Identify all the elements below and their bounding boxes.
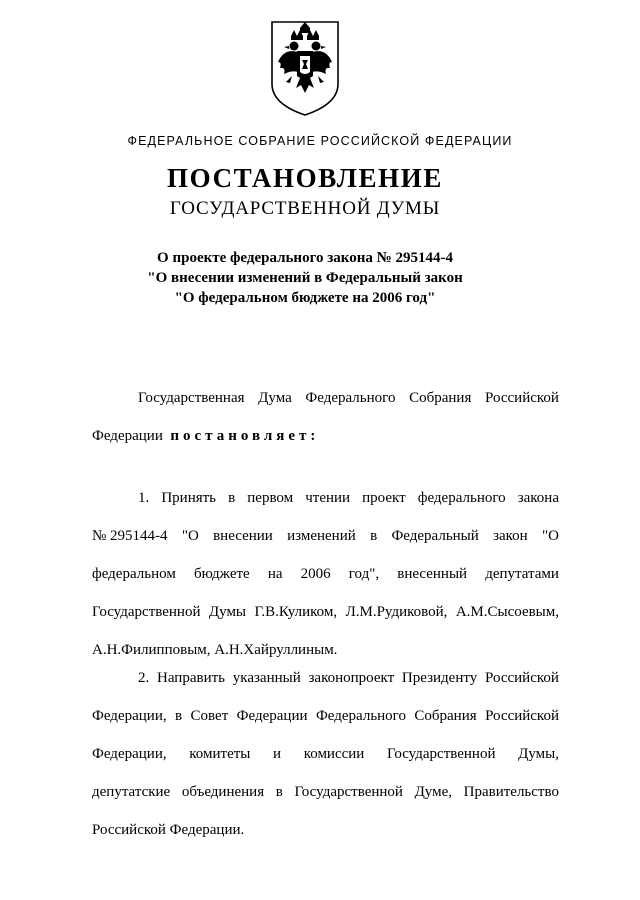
word: № 295144-4 bbox=[92, 528, 168, 544]
preamble bbox=[92, 390, 559, 466]
assembly-title: ФЕДЕРАЛЬНОЕ СОБРАНИЕ РОССИЙСКОЙ ФЕДЕРАЦИИ bbox=[127, 134, 513, 148]
word: Собрания bbox=[414, 708, 477, 724]
word: Федерации, bbox=[92, 746, 167, 762]
item-2 bbox=[92, 670, 559, 860]
word: внесении bbox=[213, 528, 273, 544]
document-subject bbox=[0, 248, 610, 308]
text-line bbox=[92, 566, 559, 604]
word: "О bbox=[181, 528, 199, 544]
resolution-verb: постановляет: bbox=[170, 428, 320, 444]
subject-line: О проекте федерального закона № 295144-4 bbox=[157, 250, 453, 266]
word: Правительство bbox=[463, 784, 559, 800]
word: Л.М.Рудиковой, bbox=[345, 604, 448, 620]
word: Российской bbox=[485, 708, 559, 724]
text-line bbox=[92, 604, 559, 642]
word: Президенту bbox=[401, 670, 478, 686]
word: в bbox=[175, 708, 183, 724]
word: федерального bbox=[417, 490, 506, 506]
item-1 bbox=[92, 490, 559, 680]
text-line bbox=[92, 428, 559, 466]
word: внесенный bbox=[397, 566, 468, 582]
word: указанный bbox=[232, 670, 301, 686]
word: закона bbox=[517, 490, 559, 506]
word: Думе, bbox=[414, 784, 452, 800]
word: 1. bbox=[138, 490, 150, 506]
word: объединения bbox=[181, 784, 265, 800]
word: Российской bbox=[485, 390, 559, 406]
word: чтении bbox=[305, 490, 351, 506]
word: Государственной bbox=[92, 604, 201, 620]
word: Федерации bbox=[92, 428, 163, 444]
word: Принять bbox=[161, 490, 217, 506]
text-line bbox=[92, 708, 559, 746]
word: Федерации bbox=[236, 708, 308, 724]
word: Думы bbox=[208, 604, 247, 620]
word: Государственной bbox=[387, 746, 496, 762]
word: первом bbox=[247, 490, 294, 506]
word: в bbox=[275, 784, 283, 800]
word: Думы, bbox=[518, 746, 559, 762]
word: Федеральный bbox=[391, 528, 479, 544]
word: 2006 bbox=[300, 566, 331, 582]
word: законопроект bbox=[308, 670, 395, 686]
subject-line: "О внесении изменений в Федеральный закон bbox=[147, 270, 463, 286]
word: Г.В.Куликом, bbox=[254, 604, 338, 620]
word: Федерального bbox=[305, 390, 396, 406]
word: комитеты bbox=[189, 746, 251, 762]
word: депутатами bbox=[485, 566, 559, 582]
document-type: ПОСТАНОВЛЕНИЕ bbox=[167, 163, 443, 193]
word: и bbox=[273, 746, 282, 762]
text-line bbox=[92, 390, 559, 428]
word: проект bbox=[362, 490, 406, 506]
word: на bbox=[267, 566, 283, 582]
word: Государственная bbox=[138, 390, 245, 406]
word: Совет bbox=[190, 708, 229, 724]
word: "О bbox=[542, 528, 559, 544]
text-line bbox=[92, 528, 559, 566]
text-line bbox=[92, 784, 559, 822]
word: Федерального bbox=[315, 708, 406, 724]
word: Дума bbox=[258, 390, 292, 406]
subject-line: "О федеральном бюджете на 2006 год" bbox=[174, 290, 436, 306]
word: Российской bbox=[485, 670, 559, 686]
word: в bbox=[228, 490, 236, 506]
text-line bbox=[92, 490, 559, 528]
text-line bbox=[92, 670, 559, 708]
text-run: А.Н.Филипповым, А.Н.Хайруллиным. bbox=[92, 642, 338, 658]
word: 2. bbox=[138, 670, 150, 686]
word: Федерации, bbox=[92, 708, 167, 724]
text-line bbox=[92, 822, 559, 860]
text-run: Российской Федерации. bbox=[92, 822, 245, 838]
word: бюджете bbox=[193, 566, 250, 582]
state-emblem-icon bbox=[264, 18, 346, 118]
word: в bbox=[370, 528, 378, 544]
word: Государственной bbox=[294, 784, 403, 800]
word: Собрания bbox=[409, 390, 472, 406]
word: изменений bbox=[287, 528, 356, 544]
word: Направить bbox=[157, 670, 225, 686]
word: федеральном bbox=[92, 566, 176, 582]
word: год", bbox=[348, 566, 380, 582]
text-line bbox=[92, 746, 559, 784]
word: А.М.Сысоевым, bbox=[455, 604, 559, 620]
word: депутатские bbox=[92, 784, 171, 800]
word: комиссии bbox=[303, 746, 365, 762]
word: закон bbox=[493, 528, 528, 544]
issuing-body: ГОСУДАРСТВЕННОЙ ДУМЫ bbox=[169, 198, 441, 219]
